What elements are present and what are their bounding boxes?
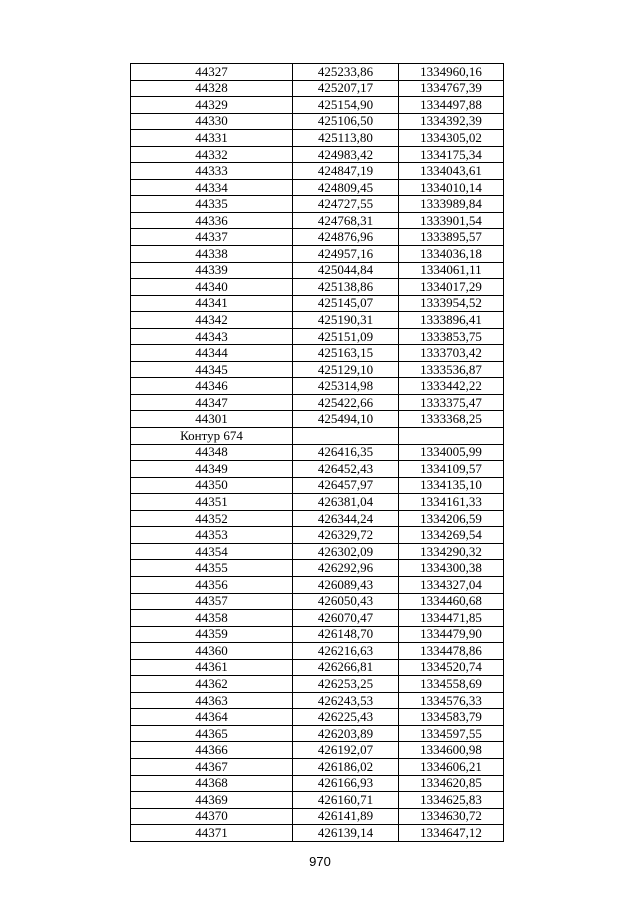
x-coordinate-cell: 426381,04 [293, 494, 399, 511]
x-coordinate-cell: 426141,89 [293, 808, 399, 825]
x-coordinate-cell: 426416,35 [293, 444, 399, 461]
x-coordinate-cell: 426329,72 [293, 527, 399, 544]
table-row [131, 643, 504, 660]
point-cell: 44346 [131, 378, 293, 395]
coordinates-table [130, 63, 504, 842]
y-coordinate-cell: 1334576,33 [399, 692, 504, 709]
y-coordinate-cell: 1334010,14 [399, 179, 504, 196]
y-coordinate-cell: 1334290,32 [399, 543, 504, 560]
y-coordinate-cell: 1334017,29 [399, 279, 504, 296]
y-coordinate-cell: 1334161,33 [399, 494, 504, 511]
y-coordinate-cell: 1334558,69 [399, 676, 504, 693]
x-coordinate-cell: 426192,07 [293, 742, 399, 759]
point-cell: 44329 [131, 97, 293, 114]
y-coordinate-cell: 1333989,84 [399, 196, 504, 213]
y-coordinate-cell: 1334767,39 [399, 80, 504, 97]
table-row [131, 477, 504, 494]
y-coordinate-cell: 1334005,99 [399, 444, 504, 461]
point-cell: 44352 [131, 510, 293, 527]
x-coordinate-cell: 426243,53 [293, 692, 399, 709]
table-row [131, 709, 504, 726]
x-coordinate-cell: 424768,31 [293, 212, 399, 229]
y-coordinate-cell: 1334583,79 [399, 709, 504, 726]
y-coordinate-cell: 1334630,72 [399, 808, 504, 825]
table-row [131, 361, 504, 378]
table-row [131, 626, 504, 643]
x-coordinate-cell: 425494,10 [293, 411, 399, 428]
point-cell: 44328 [131, 80, 293, 97]
x-coordinate-cell: 425129,10 [293, 361, 399, 378]
coordinates-table-body [131, 64, 504, 842]
x-coordinate-cell [293, 428, 399, 445]
point-cell: 44338 [131, 246, 293, 263]
point-cell: 44345 [131, 361, 293, 378]
x-coordinate-cell: 425106,50 [293, 113, 399, 130]
point-cell: 44342 [131, 312, 293, 329]
x-coordinate-cell: 425207,17 [293, 80, 399, 97]
point-cell: 44366 [131, 742, 293, 759]
y-coordinate-cell: 1334109,57 [399, 461, 504, 478]
point-cell: 44361 [131, 659, 293, 676]
y-coordinate-cell: 1333954,52 [399, 295, 504, 312]
x-coordinate-cell: 425163,15 [293, 345, 399, 362]
y-coordinate-cell: 1334625,83 [399, 792, 504, 809]
table-row [131, 345, 504, 362]
y-coordinate-cell: 1334327,04 [399, 576, 504, 593]
y-coordinate-cell: 1334036,18 [399, 246, 504, 263]
table-row [131, 560, 504, 577]
point-cell: 44350 [131, 477, 293, 494]
point-cell: 44359 [131, 626, 293, 643]
point-cell: 44336 [131, 212, 293, 229]
table-row [131, 130, 504, 147]
point-cell: 44354 [131, 543, 293, 560]
x-coordinate-cell: 425145,07 [293, 295, 399, 312]
table-row [131, 725, 504, 742]
y-coordinate-cell: 1334620,85 [399, 775, 504, 792]
x-coordinate-cell: 426292,96 [293, 560, 399, 577]
table-row [131, 163, 504, 180]
point-cell: 44362 [131, 676, 293, 693]
table-row [131, 80, 504, 97]
point-cell: 44355 [131, 560, 293, 577]
x-coordinate-cell: 426253,25 [293, 676, 399, 693]
point-cell: 44349 [131, 461, 293, 478]
table-row [131, 279, 504, 296]
point-cell: 44367 [131, 758, 293, 775]
point-cell: 44340 [131, 279, 293, 296]
x-coordinate-cell: 425233,86 [293, 64, 399, 81]
x-coordinate-cell: 426266,81 [293, 659, 399, 676]
y-coordinate-cell: 1334460,68 [399, 593, 504, 610]
table-row [131, 510, 504, 527]
y-coordinate-cell: 1333536,87 [399, 361, 504, 378]
table-row [131, 295, 504, 312]
point-cell: 44364 [131, 709, 293, 726]
x-coordinate-cell: 426344,24 [293, 510, 399, 527]
y-coordinate-cell: 1333901,54 [399, 212, 504, 229]
table-row [131, 808, 504, 825]
x-coordinate-cell: 425044,84 [293, 262, 399, 279]
x-coordinate-cell: 426160,71 [293, 792, 399, 809]
point-cell: 44368 [131, 775, 293, 792]
y-coordinate-cell: 1334061,11 [399, 262, 504, 279]
point-cell: 44347 [131, 394, 293, 411]
point-cell: 44357 [131, 593, 293, 610]
y-coordinate-cell: 1334269,54 [399, 527, 504, 544]
table-row [131, 246, 504, 263]
point-cell: 44365 [131, 725, 293, 742]
point-cell: 44353 [131, 527, 293, 544]
x-coordinate-cell: 424847,19 [293, 163, 399, 180]
point-cell: 44339 [131, 262, 293, 279]
table-row [131, 494, 504, 511]
table-row [131, 825, 504, 842]
page-number: 970 [309, 854, 331, 869]
x-coordinate-cell: 426203,89 [293, 725, 399, 742]
table-row [131, 543, 504, 560]
y-coordinate-cell: 1334520,74 [399, 659, 504, 676]
point-cell: 44363 [131, 692, 293, 709]
y-coordinate-cell: 1334479,90 [399, 626, 504, 643]
x-coordinate-cell: 424983,42 [293, 146, 399, 163]
y-coordinate-cell: 1334392,39 [399, 113, 504, 130]
y-coordinate-cell: 1334300,38 [399, 560, 504, 577]
table-row [131, 576, 504, 593]
table-row [131, 64, 504, 81]
table-row [131, 312, 504, 329]
x-coordinate-cell: 426139,14 [293, 825, 399, 842]
y-coordinate-cell: 1334305,02 [399, 130, 504, 147]
x-coordinate-cell: 426089,43 [293, 576, 399, 593]
table-row [131, 692, 504, 709]
table-row [131, 792, 504, 809]
x-coordinate-cell: 426457,97 [293, 477, 399, 494]
x-coordinate-cell: 425314,98 [293, 378, 399, 395]
y-coordinate-cell: 1333895,57 [399, 229, 504, 246]
y-coordinate-cell: 1334647,12 [399, 825, 504, 842]
point-cell: 44369 [131, 792, 293, 809]
table-row [131, 444, 504, 461]
point-cell: Контур 674 [131, 428, 293, 445]
x-coordinate-cell: 425154,90 [293, 97, 399, 114]
x-coordinate-cell: 426166,93 [293, 775, 399, 792]
point-cell: 44356 [131, 576, 293, 593]
y-coordinate-cell: 1333368,25 [399, 411, 504, 428]
y-coordinate-cell: 1334043,61 [399, 163, 504, 180]
y-coordinate-cell: 1334478,86 [399, 643, 504, 660]
x-coordinate-cell: 426302,09 [293, 543, 399, 560]
table-row [131, 97, 504, 114]
table-row [131, 676, 504, 693]
point-cell: 44358 [131, 610, 293, 627]
table-row [131, 610, 504, 627]
point-cell: 44333 [131, 163, 293, 180]
table-row [131, 527, 504, 544]
table-row [131, 394, 504, 411]
table-row [131, 179, 504, 196]
x-coordinate-cell: 424809,45 [293, 179, 399, 196]
table-row [131, 593, 504, 610]
table-row [131, 775, 504, 792]
table-row [131, 196, 504, 213]
x-coordinate-cell: 426070,47 [293, 610, 399, 627]
y-coordinate-cell: 1334175,34 [399, 146, 504, 163]
y-coordinate-cell: 1334471,85 [399, 610, 504, 627]
y-coordinate-cell: 1333703,42 [399, 345, 504, 362]
y-coordinate-cell: 1334497,88 [399, 97, 504, 114]
table-row [131, 113, 504, 130]
point-cell: 44335 [131, 196, 293, 213]
x-coordinate-cell: 426452,43 [293, 461, 399, 478]
point-cell: 44327 [131, 64, 293, 81]
table-row [131, 212, 504, 229]
point-cell: 44341 [131, 295, 293, 312]
point-cell: 44301 [131, 411, 293, 428]
table-row [131, 262, 504, 279]
table-row [131, 328, 504, 345]
point-cell: 44343 [131, 328, 293, 345]
y-coordinate-cell: 1334206,59 [399, 510, 504, 527]
y-coordinate-cell: 1334135,10 [399, 477, 504, 494]
x-coordinate-cell: 424876,96 [293, 229, 399, 246]
x-coordinate-cell: 426148,70 [293, 626, 399, 643]
table-row [131, 428, 504, 445]
point-cell: 44337 [131, 229, 293, 246]
x-coordinate-cell: 425151,09 [293, 328, 399, 345]
x-coordinate-cell: 425190,31 [293, 312, 399, 329]
point-cell: 44334 [131, 179, 293, 196]
point-cell: 44331 [131, 130, 293, 147]
point-cell: 44360 [131, 643, 293, 660]
point-cell: 44330 [131, 113, 293, 130]
table-row [131, 229, 504, 246]
y-coordinate-cell: 1334597,55 [399, 725, 504, 742]
table-row [131, 378, 504, 395]
y-coordinate-cell: 1334960,16 [399, 64, 504, 81]
x-coordinate-cell: 425113,80 [293, 130, 399, 147]
table-row [131, 742, 504, 759]
point-cell: 44344 [131, 345, 293, 362]
y-coordinate-cell: 1333853,75 [399, 328, 504, 345]
table-row [131, 411, 504, 428]
x-coordinate-cell: 425422,66 [293, 394, 399, 411]
x-coordinate-cell: 426050,43 [293, 593, 399, 610]
table-row [131, 659, 504, 676]
point-cell: 44371 [131, 825, 293, 842]
point-cell: 44351 [131, 494, 293, 511]
y-coordinate-cell: 1333442,22 [399, 378, 504, 395]
table-row [131, 461, 504, 478]
y-coordinate-cell: 1334600,98 [399, 742, 504, 759]
x-coordinate-cell: 424957,16 [293, 246, 399, 263]
x-coordinate-cell: 426216,63 [293, 643, 399, 660]
x-coordinate-cell: 426225,43 [293, 709, 399, 726]
y-coordinate-cell: 1333896,41 [399, 312, 504, 329]
point-cell: 44332 [131, 146, 293, 163]
point-cell: 44348 [131, 444, 293, 461]
y-coordinate-cell: 1333375,47 [399, 394, 504, 411]
x-coordinate-cell: 425138,86 [293, 279, 399, 296]
table-row [131, 758, 504, 775]
y-coordinate-cell [399, 428, 504, 445]
point-cell: 44370 [131, 808, 293, 825]
x-coordinate-cell: 426186,02 [293, 758, 399, 775]
y-coordinate-cell: 1334606,21 [399, 758, 504, 775]
table-row [131, 146, 504, 163]
x-coordinate-cell: 424727,55 [293, 196, 399, 213]
